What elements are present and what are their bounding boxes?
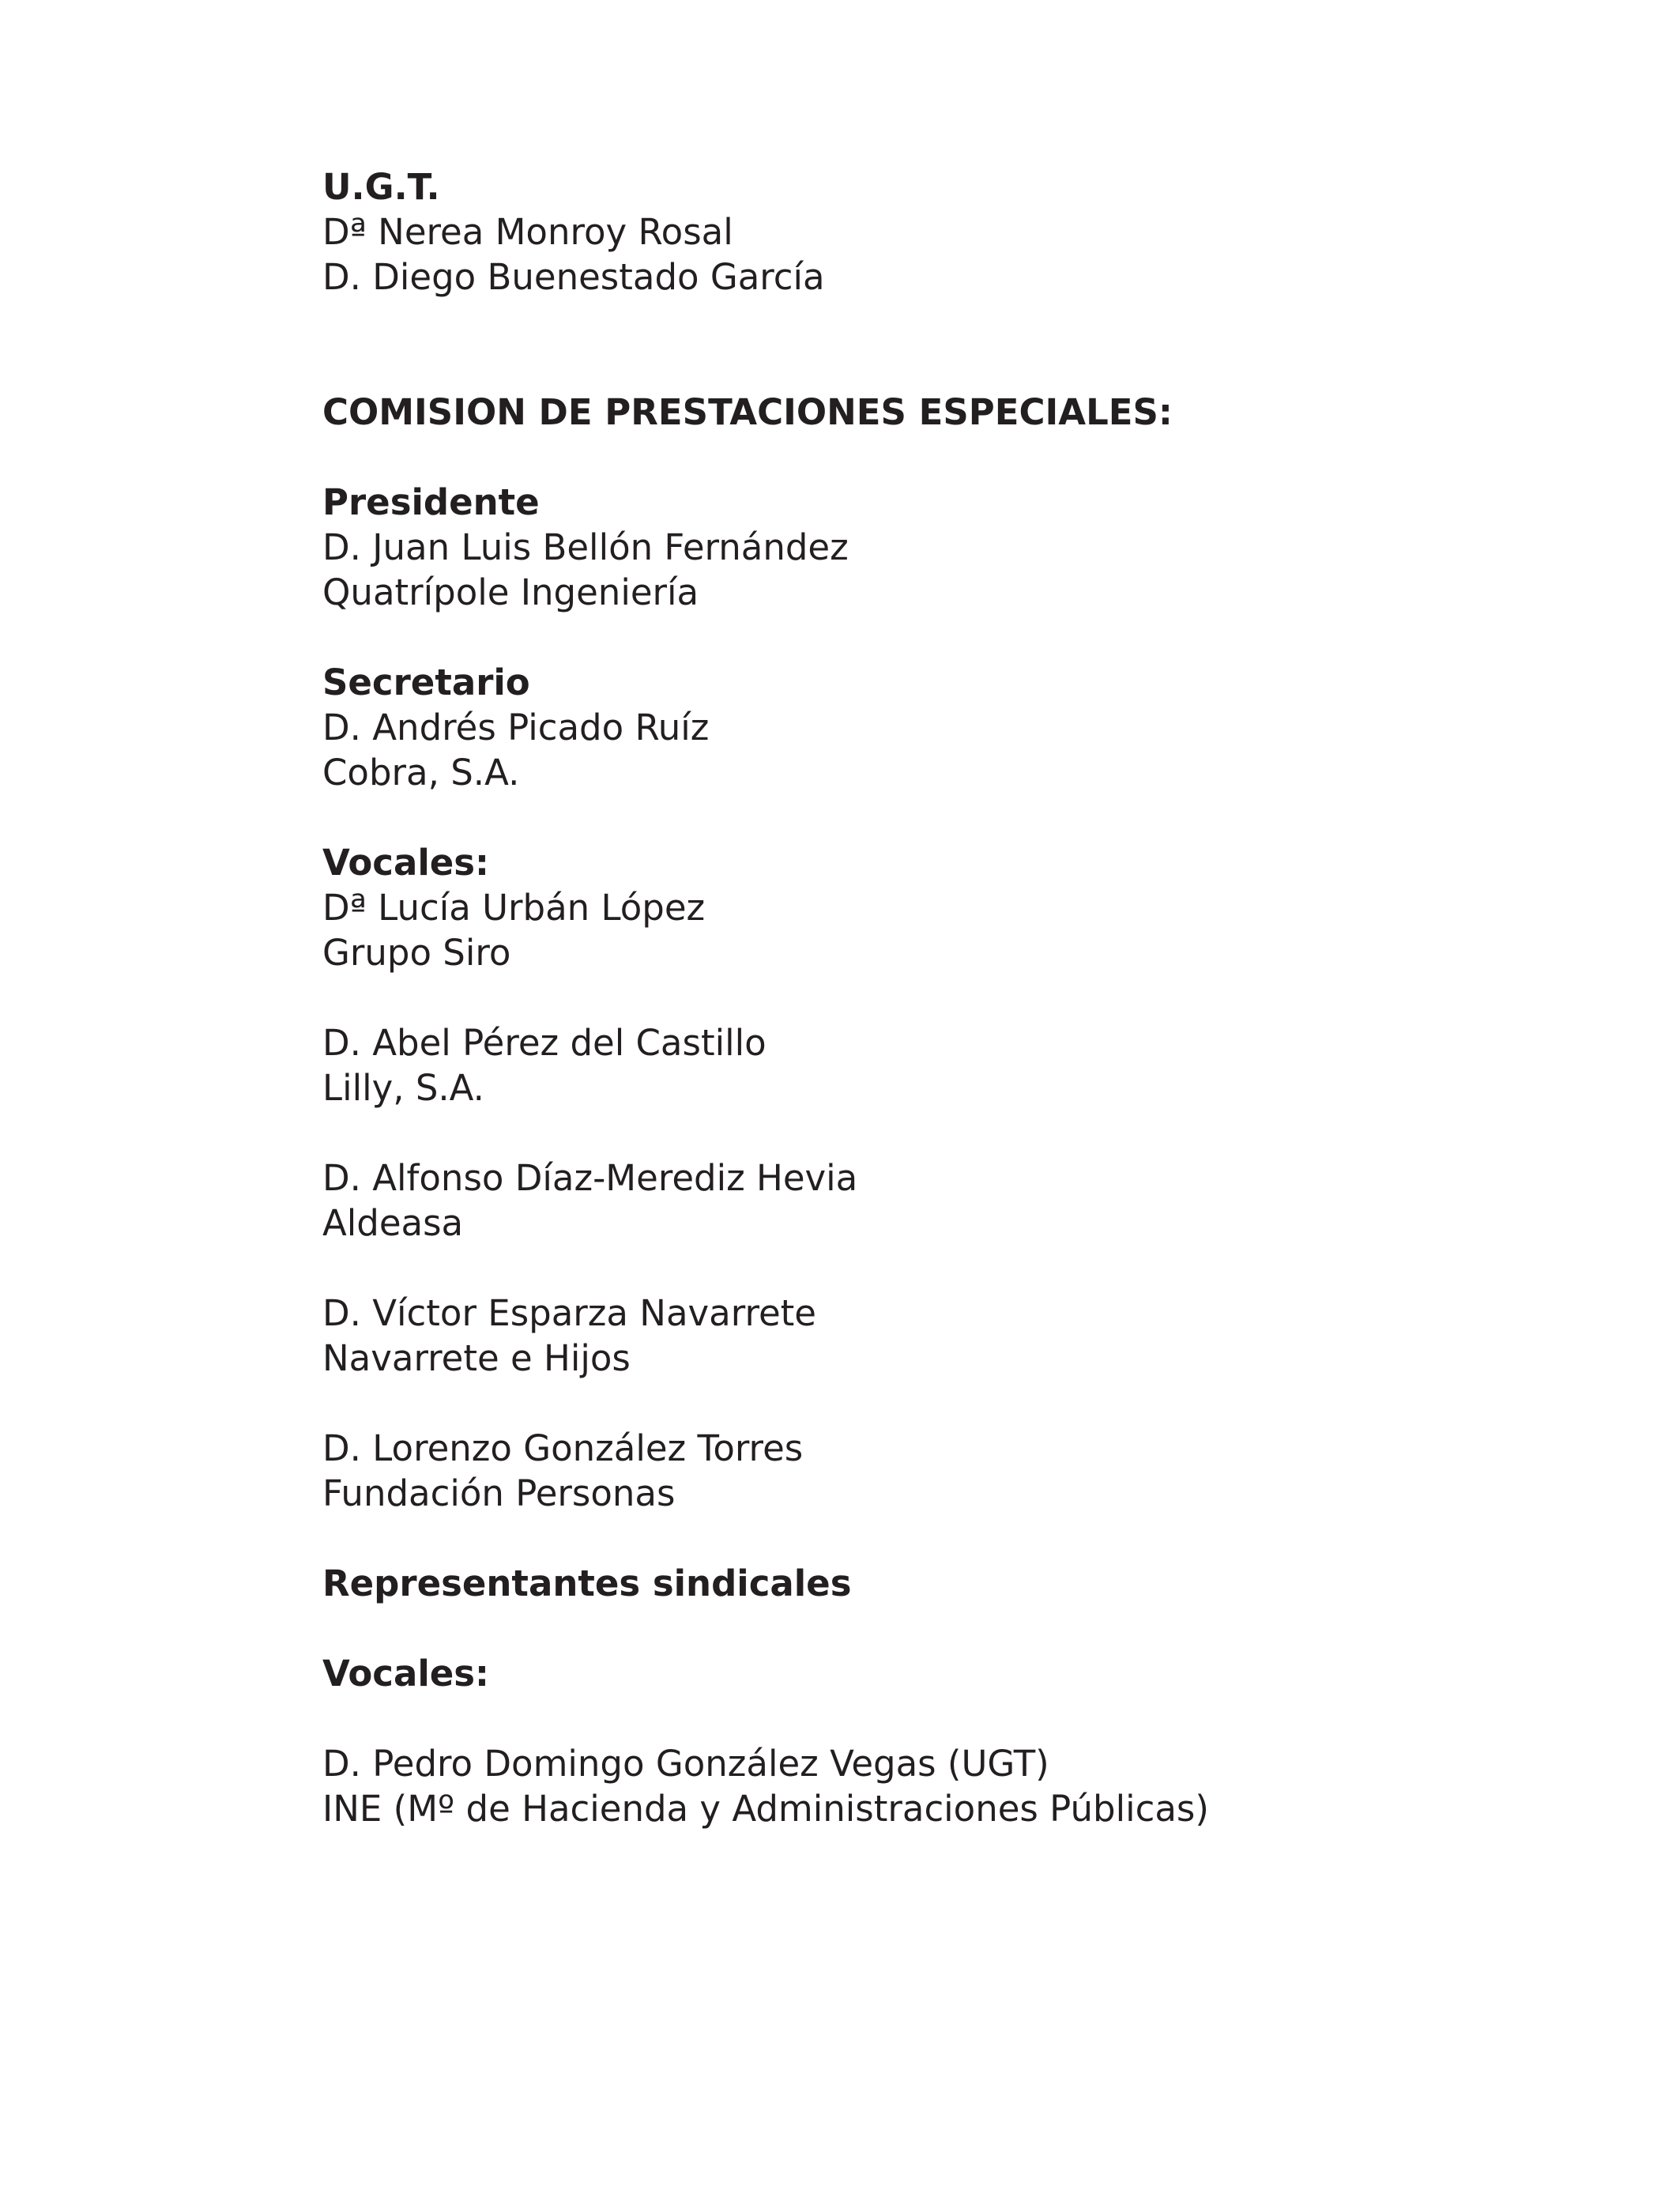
union-member-name: D. Pedro Domingo González Vegas (UGT) [322, 1743, 1049, 1785]
vocales-heading: Vocales: [322, 842, 490, 884]
ugt-heading: U.G.T. [322, 166, 440, 208]
president-name: D. Juan Luis Bellón Fernández [322, 526, 849, 568]
ugt-member: D. Diego Buenestado García [322, 256, 825, 298]
secretary-heading: Secretario [322, 662, 530, 703]
vocal-name: Dª Lucía Urbán López [322, 887, 706, 929]
union-member-company: INE (Mº de Hacienda y Administraciones Públicas) [322, 1788, 1209, 1830]
vocal-company: Aldeasa [322, 1202, 464, 1244]
secretary-name: D. Andrés Picado Ruíz [322, 707, 710, 748]
vocal-company: Grupo Siro [322, 932, 511, 974]
vocal-name: D. Lorenzo González Torres [322, 1427, 804, 1469]
vocal-name: D. Abel Pérez del Castillo [322, 1022, 767, 1064]
union-vocales-heading: Vocales: [322, 1653, 490, 1695]
vocal-company: Lilly, S.A. [322, 1067, 484, 1109]
vocal-company: Fundación Personas [322, 1472, 676, 1514]
vocal-company: Navarrete e Hijos [322, 1337, 631, 1379]
vocal-name: D. Alfonso Díaz-Merediz Hevia [322, 1157, 858, 1199]
ugt-member: Dª Nerea Monroy Rosal [322, 211, 733, 253]
secretary-company: Cobra, S.A. [322, 752, 520, 794]
union-heading: Representantes sindicales [322, 1563, 852, 1604]
president-heading: Presidente [322, 481, 540, 523]
president-company: Quatrípole Ingeniería [322, 571, 699, 613]
document-page [322, 164, 1618, 1831]
commission-title: COMISION DE PRESTACIONES ESPECIALES: [322, 391, 1173, 433]
vocal-name: D. Víctor Esparza Navarrete [322, 1292, 816, 1334]
